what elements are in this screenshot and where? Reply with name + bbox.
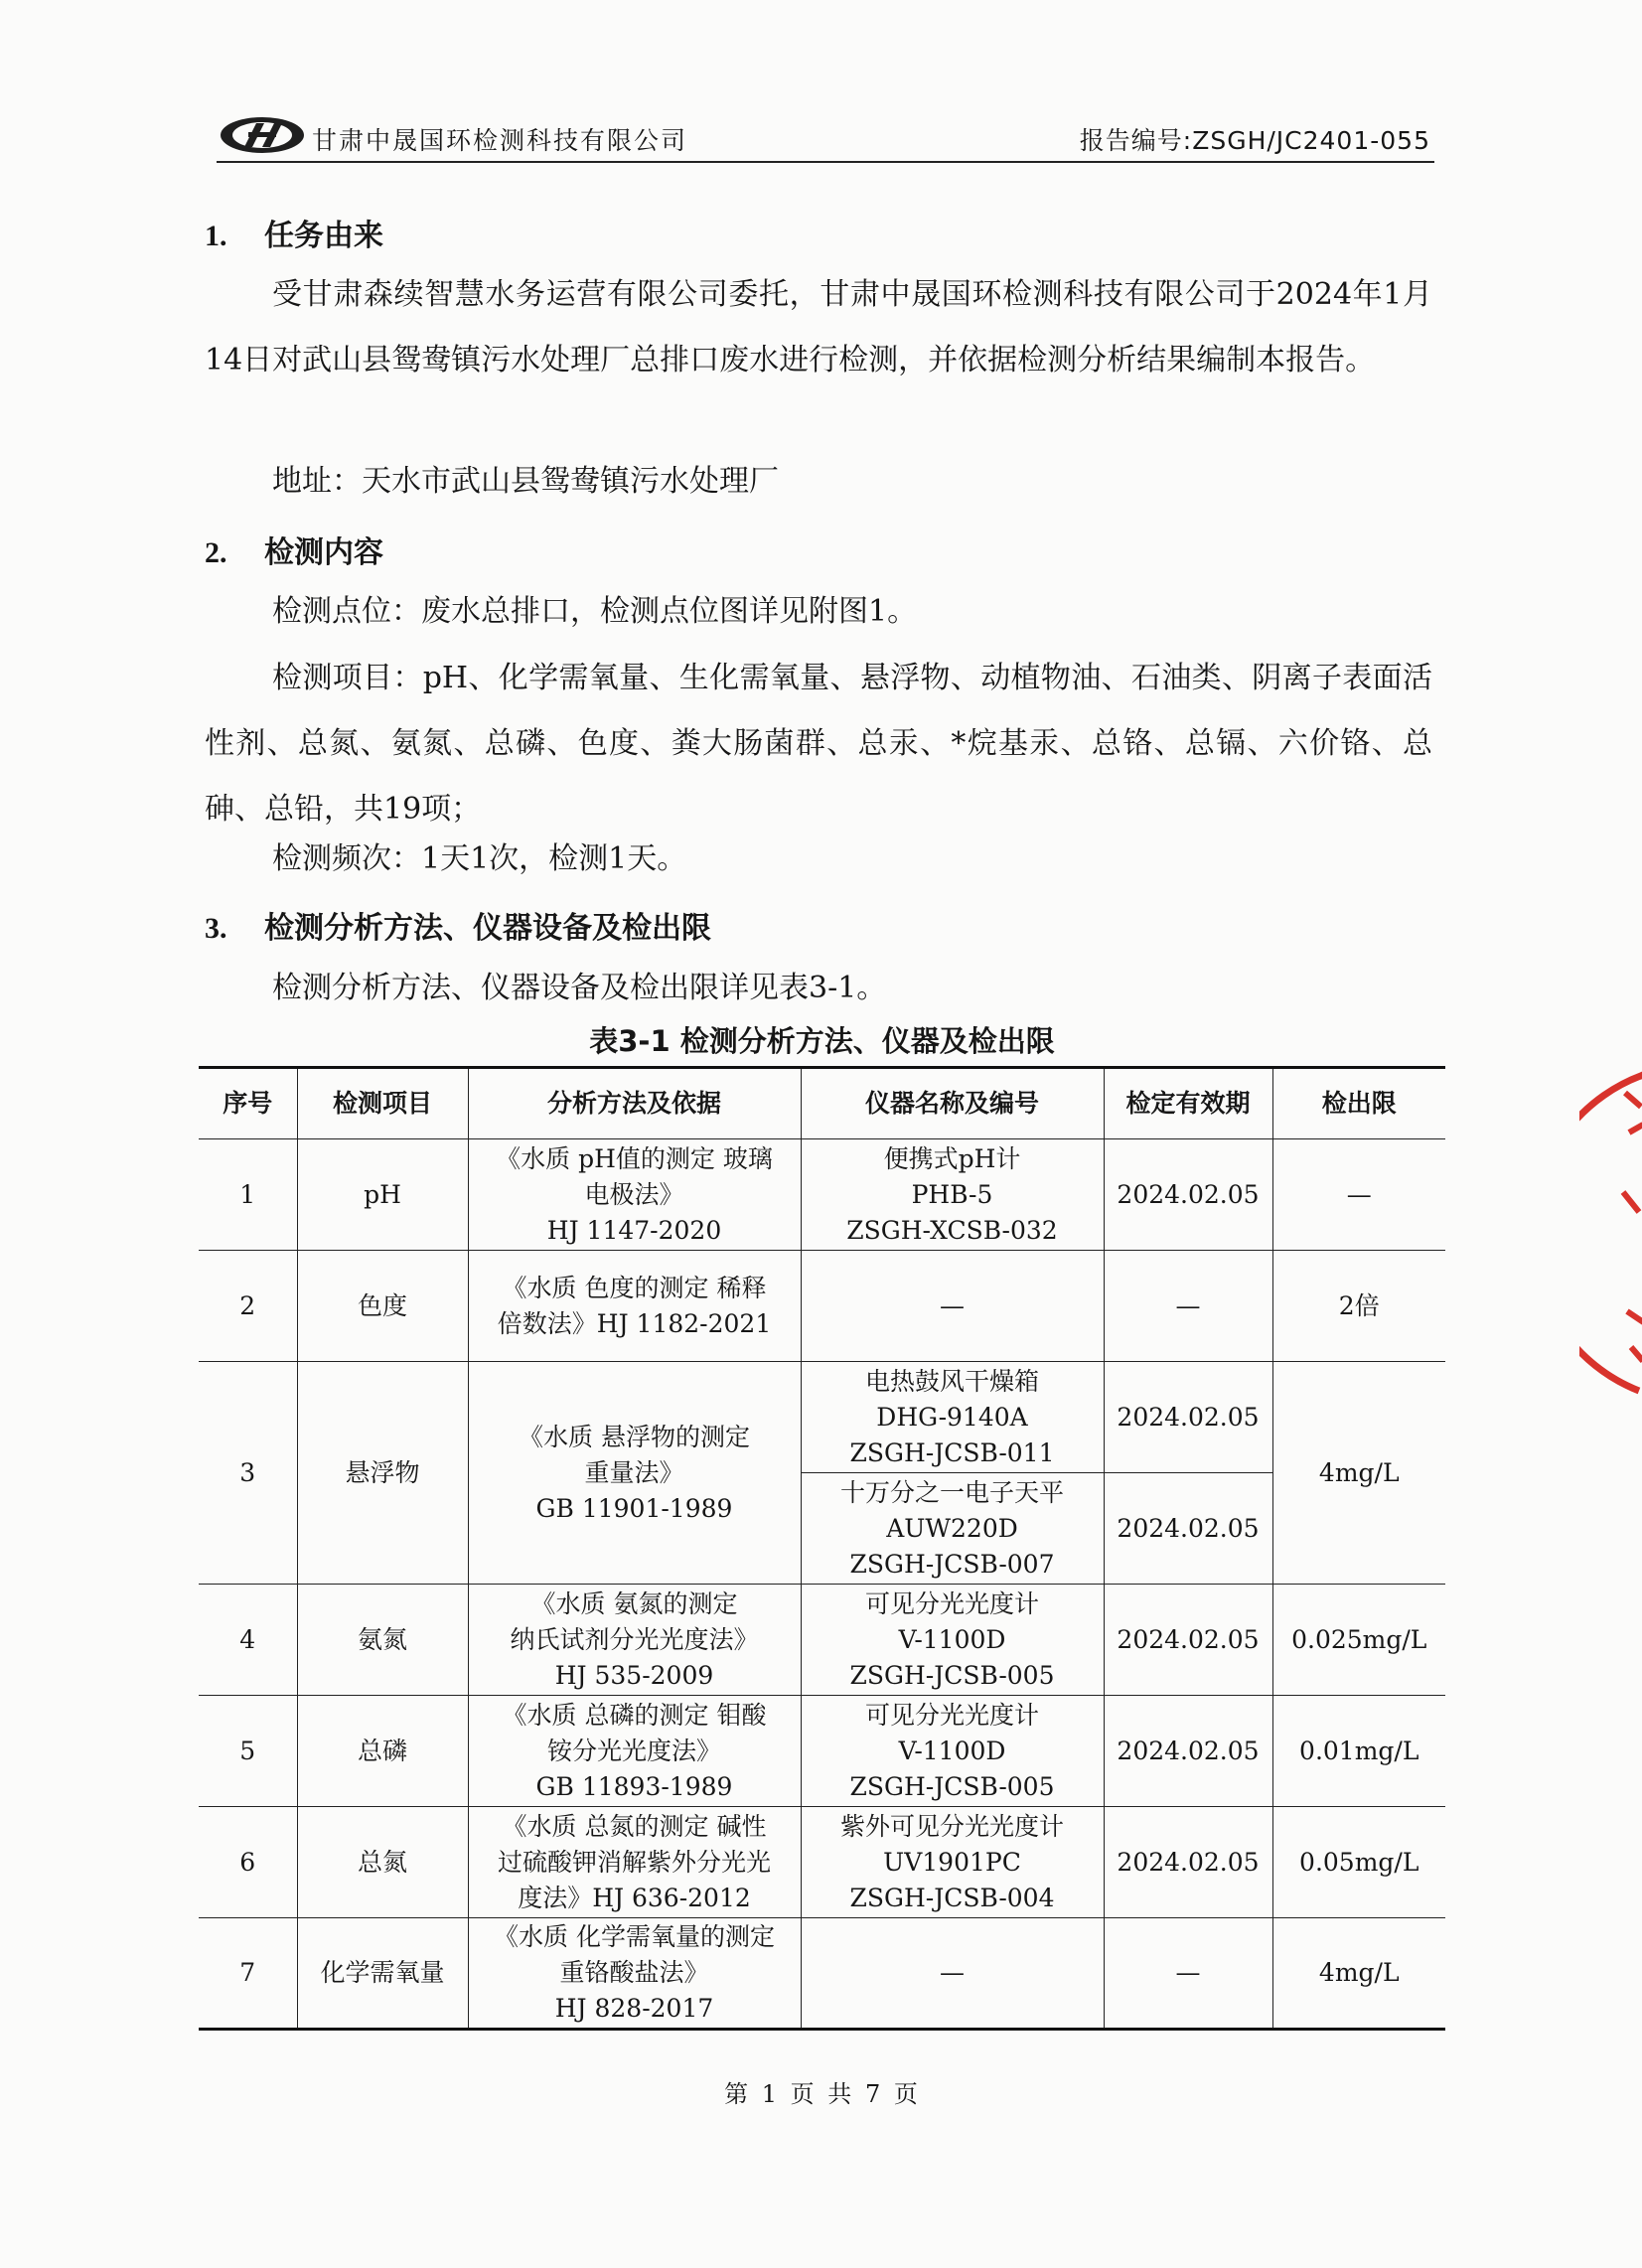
cell-instrument: 可见分光光度计 V-1100D ZSGH-JCSB-005	[801, 1696, 1104, 1807]
cell-validity: —	[1104, 1918, 1272, 2030]
section-2-frequency: 检测频次：1天1次，检测1天。	[272, 841, 687, 876]
cell-instrument: 十万分之一电子天平 AUW220D ZSGH-JCSB-007	[801, 1473, 1104, 1585]
cell-validity: 2024.02.05	[1104, 1696, 1272, 1807]
cell-method: 《水质 总磷的测定 钼酸 铵分光光度法》 GB 11893-1989	[468, 1696, 801, 1807]
methods-table	[199, 1066, 1445, 2031]
section-3-heading: 3. 检测分析方法、仪器设备及检出限	[205, 911, 711, 946]
col-header-validity: 检定有效期	[1104, 1068, 1272, 1139]
cell-no: 4	[199, 1585, 297, 1696]
col-header-no: 序号	[199, 1068, 297, 1139]
cell-no: 6	[199, 1807, 297, 1918]
cell-validity: 2024.02.05	[1104, 1362, 1272, 1473]
cell-method: 《水质 总氮的测定 碱性 过硫酸钾消解紫外分光光 度法》HJ 636-2012	[468, 1807, 801, 1918]
cell-limit: 0.01mg/L	[1272, 1696, 1445, 1807]
cell-limit: 0.025mg/L	[1272, 1585, 1445, 1696]
cell-no: 7	[199, 1918, 297, 2030]
table-row	[199, 1251, 1445, 1362]
table-row	[199, 1585, 1445, 1696]
table-header-row	[199, 1068, 1445, 1139]
section-3-paragraph: 检测分析方法、仪器设备及检出限详见表3-1。	[272, 971, 887, 1005]
cell-no: 1	[199, 1139, 297, 1251]
cell-no: 5	[199, 1696, 297, 1807]
cell-validity: 2024.02.05	[1104, 1807, 1272, 1918]
red-seal-stamp	[1579, 1063, 1642, 1401]
cell-method: 《水质 氨氮的测定 纳氏试剂分光光度法》 HJ 535-2009	[468, 1585, 801, 1696]
cell-item: 总磷	[297, 1696, 468, 1807]
report-number: 报告编号:ZSGH/JC2401-055	[1079, 126, 1430, 155]
cell-limit: 2倍	[1272, 1251, 1445, 1362]
cell-validity: 2024.02.05	[1104, 1139, 1272, 1251]
cell-method: 《水质 悬浮物的测定 重量法》 GB 11901-1989	[468, 1362, 801, 1585]
cell-method: 《水质 pH值的测定 玻璃 电极法》 HJ 1147-2020	[468, 1139, 801, 1251]
cell-item: 总氮	[297, 1807, 468, 1918]
cell-method: 《水质 色度的测定 稀释 倍数法》HJ 1182-2021	[468, 1251, 801, 1362]
cell-limit: 4mg/L	[1272, 1362, 1445, 1585]
cell-instrument: 可见分光光度计 V-1100D ZSGH-JCSB-005	[801, 1585, 1104, 1696]
cell-item: 悬浮物	[297, 1362, 468, 1585]
cell-instrument: 便携式pH计 PHB-5 ZSGH-XCSB-032	[801, 1139, 1104, 1251]
table-row	[199, 1918, 1445, 2030]
cell-limit: —	[1272, 1139, 1445, 1251]
cell-no: 2	[199, 1251, 297, 1362]
cell-instrument: 紫外可见分光光度计 UV1901PC ZSGH-JCSB-004	[801, 1807, 1104, 1918]
col-header-item: 检测项目	[297, 1068, 468, 1139]
page-footer: 第 1 页 共 7 页	[724, 2080, 918, 2108]
cell-validity: 2024.02.05	[1104, 1585, 1272, 1696]
cell-validity: 2024.02.05	[1104, 1473, 1272, 1585]
cell-limit: 0.05mg/L	[1272, 1807, 1445, 1918]
company-name: 甘肃中晟国环检测科技有限公司	[312, 126, 688, 155]
page-header	[217, 113, 1434, 163]
col-header-instrument: 仪器名称及编号	[801, 1068, 1104, 1139]
cell-item: pH	[297, 1139, 468, 1251]
col-header-limit: 检出限	[1272, 1068, 1445, 1139]
table-row	[199, 1696, 1445, 1807]
cell-method: 《水质 化学需氧量的测定 重铬酸盐法》 HJ 828-2017	[468, 1918, 801, 2030]
cell-item: 化学需氧量	[297, 1918, 468, 2030]
cell-validity: —	[1104, 1251, 1272, 1362]
cell-item: 色度	[297, 1251, 468, 1362]
cell-no: 3	[199, 1362, 297, 1585]
section-2-items: 检测项目：pH、化学需氧量、生化需氧量、悬浮物、动植物油、石油类、阴离子表面活性剂、总氮、氨氮、总磷、色度、粪大肠菌群、总汞、*烷基汞、总铬、总镉、六价铬、总砷、总铅，共19项；	[205, 661, 1432, 827]
company-logo	[219, 115, 306, 155]
table-row	[199, 1807, 1445, 1918]
cell-instrument: 电热鼓风干燥箱 DHG-9140A ZSGH-JCSB-011	[801, 1362, 1104, 1473]
table-row	[199, 1139, 1445, 1251]
section-1-paragraph: 受甘肃森续智慧水务运营有限公司委托，甘肃中晟国环检测科技有限公司于2024年1月14日对武山县鸳鸯镇污水处理厂总排口废水进行检测，并依据检测分析结果编制本报告。	[205, 277, 1432, 378]
cell-limit: 4mg/L	[1272, 1918, 1445, 2030]
table-row	[199, 1362, 1445, 1473]
cell-instrument: —	[801, 1251, 1104, 1362]
cell-instrument: —	[801, 1918, 1104, 2030]
col-header-method: 分析方法及依据	[468, 1068, 801, 1139]
section-2-point: 检测点位：废水总排口，检测点位图详见附图1。	[272, 594, 918, 629]
table-caption: 表3-1 检测分析方法、仪器及检出限	[589, 1024, 1055, 1058]
cell-item: 氨氮	[297, 1585, 468, 1696]
section-1-address: 地址：天水市武山县鸳鸯镇污水处理厂	[272, 464, 779, 499]
section-1-heading: 1. 任务由来	[205, 219, 383, 253]
section-2-heading: 2. 检测内容	[205, 535, 383, 570]
